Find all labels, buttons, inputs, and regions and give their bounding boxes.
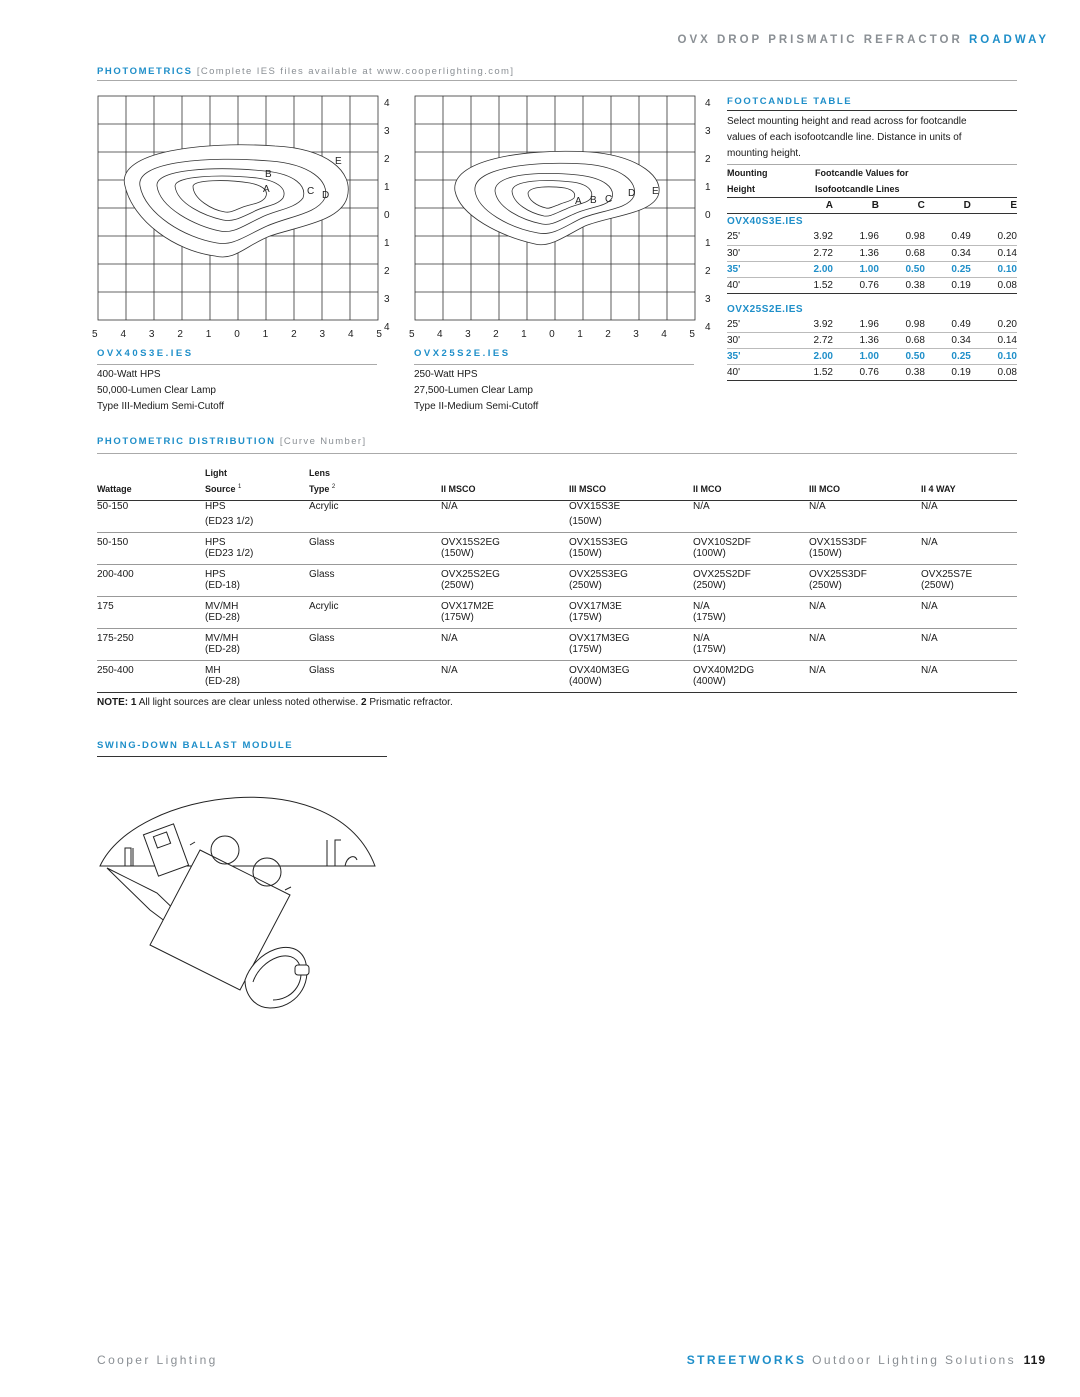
- page-number: 119: [1023, 1353, 1046, 1367]
- footcandle-table: Mounting Footcandle Values for Height Isofootcandle Lines A B C D E OVX40S3E.IES 25' 3.92 1.96 0.98 0.49 0.20 30' 2.72 1.36 0.68 0.34 0.14 35' 2.00 1.00 0.50 0.25 0.10 40' 1.52 0.76 0.38 0.19 0.08 OVX25S2E.IES 25' 3.92 1.96 0.98 0.49 0.20 30' 2.72 1.36 0.68 0.34 0.14 35' 2.00 1.00 0.50 0.25 0.10 40' 1.52 0.76 0.38 0.19 0.08: [727, 165, 1017, 381]
- plot2-file: OVX25S2E.IES: [414, 348, 511, 359]
- footcandle-desc-3: mounting height.: [727, 148, 801, 159]
- curve-label-c: C: [307, 186, 315, 197]
- footer-series: STREETWORKS Outdoor Lighting Solutions: [686, 1353, 1016, 1367]
- isofootcandle-plot-1: [85, 86, 385, 346]
- table-row: 175 MV/MH Acrylic OVX17M2E OVX17M3E N/A N/A N/A: [97, 600, 938, 612]
- plot1-caption: OVX40S3E.IES 400-Watt HPS 50,000-Lumen Clear Lamp Type III-Medium Semi-Cutoff: [97, 348, 377, 415]
- curve-label-a: A: [263, 184, 270, 195]
- plot1-file: OVX40S3E.IES: [97, 348, 194, 359]
- footcandle-group-1: OVX40S3E.IES: [727, 215, 804, 227]
- footcandle-title: FOOTCANDLE TABLE: [727, 96, 853, 107]
- table-row: 175-250 MV/MH Glass N/A OVX17M3EG N/A N/A N/A: [97, 632, 938, 644]
- distribution-note: NOTE: 1 All light sources are clear unless noted otherwise. 2 Prismatic refractor.: [97, 697, 453, 708]
- page-header: [678, 34, 1049, 46]
- footcandle-group-2: OVX25S2E.IES: [727, 303, 804, 315]
- photometrics-rule: [97, 80, 1017, 81]
- curve-label-b: B: [265, 169, 272, 180]
- footcandle-desc-2: values of each isofootcandle line. Distance in units of: [727, 132, 962, 143]
- distribution-subtitle: [Curve Number]: [279, 436, 367, 447]
- curve-label-a-2: A: [575, 196, 582, 207]
- distribution-title: PHOTOMETRIC DISTRIBUTION [Curve Number]: [97, 436, 367, 447]
- ballast-module-drawing: [95, 770, 385, 1020]
- footer-brand: Cooper Lighting: [97, 1353, 218, 1367]
- plot1-x-ticks: 5 4 3 2 1 0 1 2 3 4 5: [92, 329, 382, 340]
- curve-label-d: D: [322, 190, 330, 201]
- curve-label-c-2: C: [605, 194, 613, 205]
- curve-label-e: E: [335, 156, 342, 167]
- plot2-caption: OVX25S2E.IES 250-Watt HPS 27,500-Lumen Clear Lamp Type II-Medium Semi-Cutoff: [414, 348, 694, 415]
- plot2-x-ticks: 5 4 3 2 1 0 1 2 3 4 5: [409, 329, 695, 340]
- isofootcandle-plot-2: [400, 86, 700, 346]
- photometrics-title: PHOTOMETRICS [Complete IES files available at www.cooperlighting.com]: [97, 66, 515, 77]
- plot2-y-ticks-right: 4 3 2 1 0 1 2 3 4: [705, 98, 711, 333]
- table-row: 250-400 MH Glass N/A OVX40M3EG OVX40M2DG N/A N/A: [97, 664, 938, 676]
- photometrics-subtitle: [Complete IES files available at www.cooperlighting.com]: [196, 66, 515, 77]
- ballast-title: SWING-DOWN BALLAST MODULE: [97, 740, 294, 751]
- curve-label-d-2: D: [628, 188, 636, 199]
- plot1-y-ticks: 4 3 2 1 0 1 2 3 4: [384, 98, 390, 333]
- table-row: 200-400 HPS Glass OVX25S2EG OVX25S3EG OVX25S2DF OVX25S3DF OVX25S7E: [97, 568, 973, 580]
- table-row: 50-150 HPS Acrylic N/A OVX15S3E N/A N/A N/A: [97, 500, 938, 512]
- footcandle-section: [727, 96, 1017, 381]
- header-title: OVX DROP PRISMATIC REFRACTOR: [677, 34, 963, 46]
- distribution-table: Light Lens Wattage Source $^1$ Type $^2$ II MSCO III MSCO II MCO III MCO II 4 WAY 50-150 HPS Acrylic N/A OVX15S3E N/A N/A N/A (ED23 1/2) (150W) 50-150 HPS Glass OVX15S2EG OVX15S3EG OVX10S2DF OVX15S3DF N/A (ED23 1/2) (150W) (150W) (100W) (150W) 200-400 HPS Glass OVX25S2EG OVX25S3EG OVX25S2DF OVX25S3DF OVX25S7E (ED-18) (250W) (250W) (250W) (250W) (250W) 175 MV/MH Acrylic OVX17M2E OVX17M3E N/A N/A N/A (ED-28) (175W) (175W) (175W) 175-250 MV/MH Glass N/A OVX17M3EG N/A N/A N/A (ED-28) (175W) (175W) 250-400 MH Glass N/A OVX40M3EG OVX40M2DG N/A N/A (ED-28) (400W) (400W): [97, 468, 1017, 693]
- footcandle-desc-1: Select mounting height and read across for footcandle: [727, 116, 967, 127]
- header-category: ROADWAY: [969, 34, 1049, 46]
- curve-label-e-2: E: [652, 186, 659, 197]
- curve-label-b-2: B: [590, 195, 597, 206]
- table-row: 50-150 HPS Glass OVX15S2EG OVX15S3EG OVX10S2DF OVX15S3DF N/A: [97, 536, 938, 548]
